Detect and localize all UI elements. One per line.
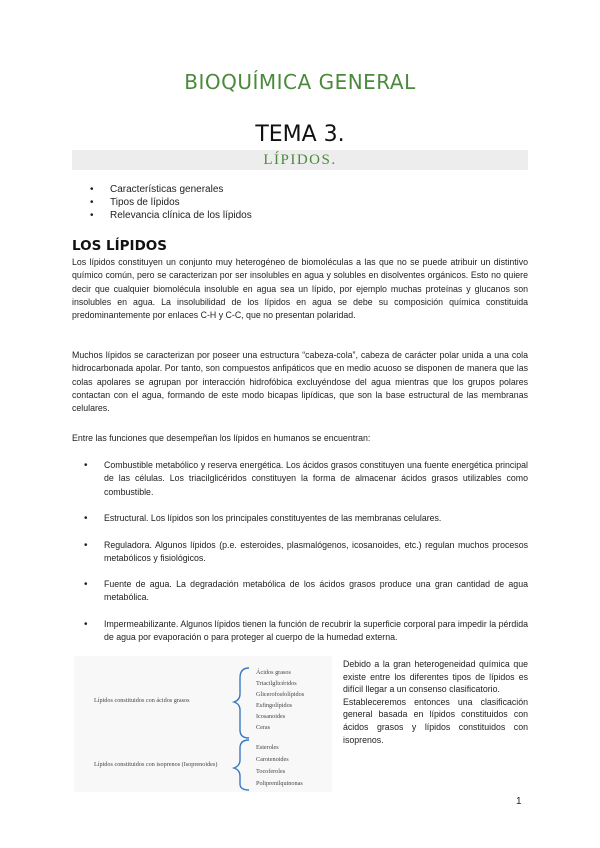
classification-note-p2: Estableceremos entonces una clasificación general basada en lípidos constituidos con ácidos grasos y lípidos constituidos con isoprenos. [343,696,528,745]
section-title: LOS LÍPIDOS [72,238,167,254]
paragraph-structure: Muchos lípidos se caracterizan por poseer una estructura “cabeza-cola”, cabeza de carácter polar unida a una cola hidrocarbonada apolar. Por tanto, son compuestos anfipáticos que en medio acuoso se disponen de manera que las colas apolares se agrupan por interacción hidrofóbica excluyéndose del agua mientras que los grupos polares contactan con el agua, formando de este modo bicapas lipídicas, que son la base estructural de las membranas celulares. [72,350,528,414]
classification-note [343,658,528,746]
course-title: BIOQUÍMICA GENERAL [184,70,416,94]
function-water-source: • Fuente de agua. La degradación metabólica de los ácidos grasos produce una gran cantidad de agua metabólica. [72,578,528,605]
topic-heading: TEMA 3. [255,122,345,147]
page-number: 1 [516,796,522,807]
group-item: Esfingolípidos [256,702,293,709]
paragraph-functions-intro: Entre las funciones que desempeñan los lípidos en humanos se encuentran: [72,433,371,443]
group-item: Triacilglicéridos [256,680,297,687]
function-fuel: • Combustible metabólico y reserva energética. Los ácidos grasos constituyen una fuente energética principal de las células. Los triacilglicéridos constituyen la forma de almacenar ácidos grasos utilizables como combustible. [72,459,528,499]
group-item: Ceras [256,724,271,731]
function-item [72,618,528,645]
group-item: Carotenoides [256,756,289,763]
function-structural: • Estructural. Los lípidos son los principales constituyentes de las membranas celulares. [72,512,528,525]
function-item [72,578,528,605]
group-item: Tocoferoles [256,768,286,775]
function-item [72,512,528,525]
toc-item: • Tipos de lípidos [90,196,252,209]
lipid-classification-diagram [74,656,332,792]
topic-subtitle-banner: LÍPIDOS. [72,150,528,170]
brace-fatty-acids [234,668,249,738]
group-isoprenes-label: Lípidos constituidos con isoprenos (Isoprenoides) [94,761,218,768]
toc-item: • Relevancia clínica de los lípidos [90,209,252,222]
group-item: Esteroles [256,744,279,751]
diagram-braces [74,656,332,792]
function-item [72,539,528,566]
function-regulatory: • Reguladora. Algunos lípidos (p.e. esteroides, plasmalógenos, icosanoides, etc.) regulan muchos procesos metabólicos y fisiológicos. [72,539,528,566]
group-item: Ácidos grasos [256,669,291,676]
toc-item: • Características generales [90,183,252,196]
brace-isoprenes [234,740,249,790]
group-fatty-acids-label: Lípidos constituidos con ácidos grasos [94,697,190,704]
group-item: Poliprenilquinonas [256,780,303,787]
function-item [72,459,528,499]
function-waterproofing: • Impermeabilizante. Algunos lípidos tienen la función de recubrir la superficie corporal para impedir la pérdida de agua por evaporación o para proteger al cuerpo de la humedad externa. [72,618,528,645]
table-of-contents [90,183,252,222]
classification-note-p1: Debido a la gran heterogeneidad química que existe entre los diferentes tipos de lípidos es difícil llegar a un consenso clasificatorio. [343,659,528,695]
group-item: Icosanoides [256,713,286,720]
group-item: Glicerofosfolípidos [256,691,305,698]
paragraph-intro: Los lípidos constituyen un conjunto muy heterogéneo de biomoléculas a las que no se puede atribuir un distintivo químico común, pero se caracterizan por ser insolubles en agua y solubles en disolventes orgánicos. Esto no quiere decir que cualquier biomolécula insoluble en agua sea un lípido, por ejemplo muchas proteínas y glucanos son insolubles en agua. La insolubilidad de los lípidos en agua se debe su composición química constituida predominantemente por enlaces C-H y C-C, que no presentan polaridad. [72,257,528,321]
